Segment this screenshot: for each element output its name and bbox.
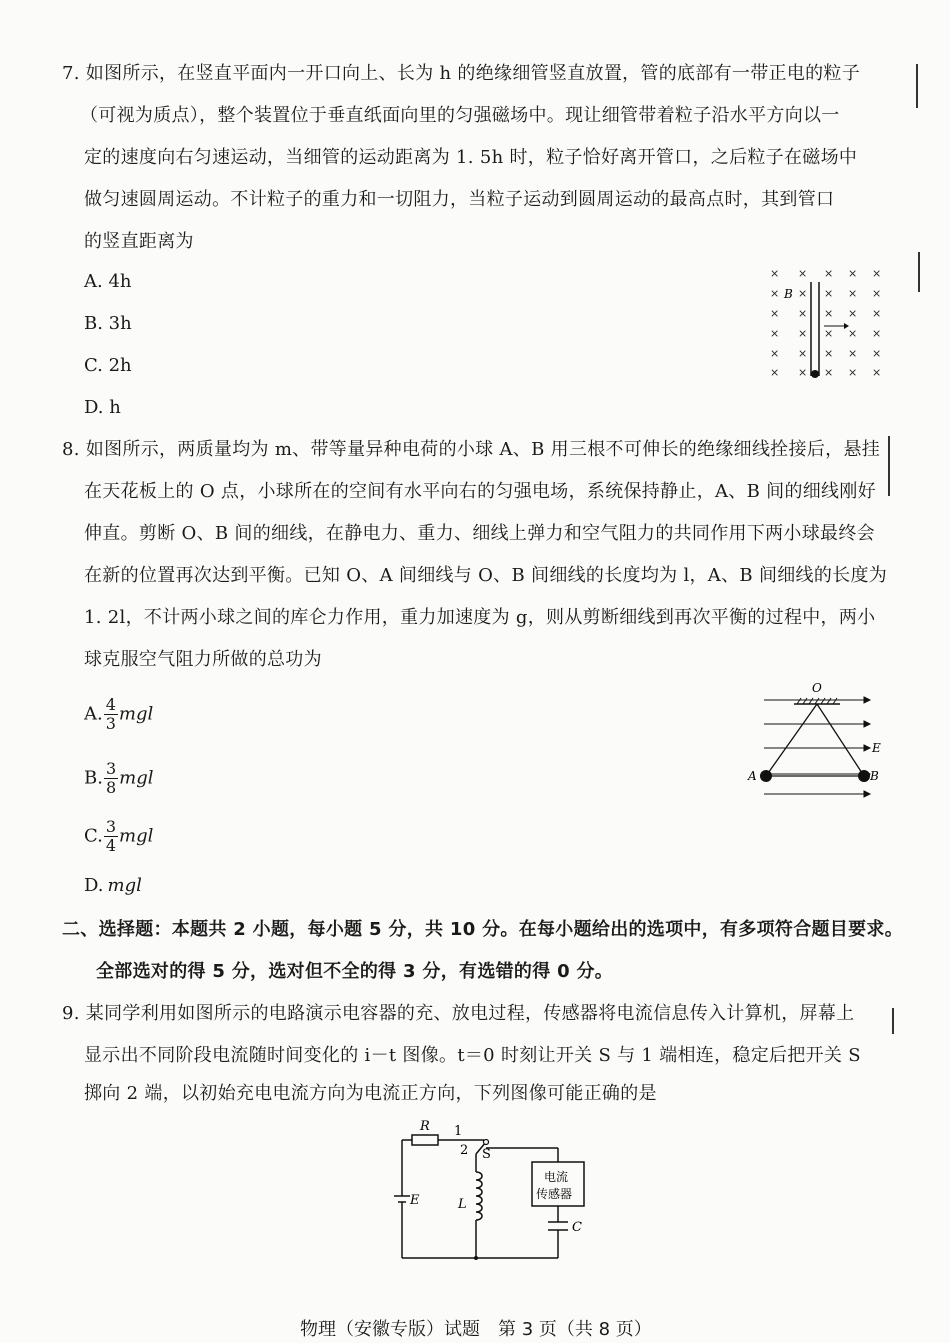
- q8-line-1: 8. 如图所示，两质量均为 m、带等量异种电荷的小球 A、B 用三根不可伸长的绝缘细线拴接后，悬挂: [62, 439, 881, 460]
- scan-edge-mark-3: [888, 436, 890, 496]
- section2-heading-line-1: 二、选择题：本题共 2 小题，每小题 5 分，共 10 分。在每小题给出的选项中，有多项符合题目要求。: [62, 919, 903, 940]
- scan-edge-mark-4: [892, 1008, 894, 1034]
- svg-text:×: ×: [798, 366, 808, 379]
- svg-text:×: ×: [770, 307, 780, 320]
- page-footer: 物理（安徽专版）试题 第 3 页（共 8 页）: [300, 1319, 652, 1340]
- svg-text:×: ×: [824, 347, 834, 360]
- q8-label-e: E: [872, 741, 881, 755]
- q8-electric-field-figure: [742, 682, 892, 802]
- svg-text:×: ×: [824, 267, 834, 280]
- q9-label-c: C: [572, 1220, 582, 1235]
- q8-option-a-den: 3: [105, 714, 116, 733]
- q8-option-d-text: mgl: [107, 875, 142, 896]
- svg-text:×: ×: [848, 366, 858, 379]
- svg-text:×: ×: [848, 267, 858, 280]
- q7-option-b: B. 3h: [84, 313, 132, 334]
- q9-label-r: R: [420, 1119, 430, 1134]
- q9-line-1: 9. 某同学利用如图所示的电路演示电容器的充、放电过程，传感器将电流信息传入计算机，屏幕上: [62, 1003, 855, 1024]
- q9-circuit-figure: [390, 1118, 600, 1264]
- svg-text:×: ×: [770, 347, 780, 360]
- field-lines: [764, 697, 870, 797]
- q7-option-c: C. 2h: [84, 355, 132, 376]
- q7-line-1: 7. 如图所示，在竖直平面内一开口向上、长为 h 的绝缘细管竖直放置，管的底部有一带正电的粒子: [62, 63, 861, 84]
- svg-text:×: ×: [798, 327, 808, 340]
- q8-option-c-tail: mgl: [119, 825, 154, 847]
- svg-text:×: ×: [824, 366, 834, 379]
- q8-option-b-den: 8: [105, 778, 117, 797]
- svg-text:×: ×: [872, 307, 882, 320]
- svg-text:×: ×: [872, 267, 882, 280]
- ball-b: [858, 770, 870, 782]
- q9-line-2: 显示出不同阶段电流随时间变化的 i－t 图像。t＝0 时刻让开关 S 与 1 端相连，稳定后把开关 S: [84, 1045, 861, 1066]
- svg-text:×: ×: [798, 287, 808, 300]
- switch-pivot: [484, 1140, 489, 1145]
- string-ob: [817, 704, 864, 776]
- q7-line-3: 定的速度向右匀速运动，当细管的运动距离为 1. 5h 时，粒子恰好离开管口，之后粒子在磁场中: [84, 147, 858, 168]
- q7-magnetic-field-figure: [760, 260, 890, 385]
- q8-label-o: O: [812, 682, 822, 695]
- scan-edge-mark-2: [918, 252, 920, 292]
- svg-text:×: ×: [798, 307, 808, 320]
- q9-line-3: 掷向 2 端，以初始充电电流方向为电流正方向，下列图像可能正确的是: [84, 1083, 657, 1104]
- q7-line-2: （可视为质点），整个装置位于垂直纸面向里的匀强磁场中。现让细管带着粒子沿水平方向以一: [80, 105, 840, 126]
- svg-text:×: ×: [848, 307, 858, 320]
- svg-text:×: ×: [770, 366, 780, 379]
- q8-label-a: A: [748, 769, 757, 783]
- q8-option-b: [84, 760, 154, 797]
- particle: [811, 370, 819, 378]
- svg-text:×: ×: [872, 287, 882, 300]
- svg-text:×: ×: [872, 366, 882, 379]
- svg-text:×: ×: [824, 287, 834, 300]
- svg-text:×: ×: [798, 347, 808, 360]
- q8-option-b-tail: mgl: [119, 767, 154, 789]
- q8-option-c: [84, 818, 153, 855]
- svg-text:×: ×: [872, 347, 882, 360]
- field-crosses: [770, 267, 881, 379]
- q8-option-c-den: 4: [105, 836, 117, 855]
- inductor-coil: [476, 1172, 482, 1220]
- ceiling-hatch: [797, 698, 837, 704]
- junction-dot: [474, 1256, 478, 1260]
- q7-line-5: 的竖直距离为: [84, 231, 194, 252]
- q8-option-c-num: 3: [105, 817, 117, 836]
- q7-line-4: 做匀速圆周运动。不计粒子的重力和一切阻力，当粒子运动到圆周运动的最高点时，其到管口: [84, 189, 835, 210]
- q8-option-b-num: 3: [105, 759, 117, 778]
- q7-label-b: B: [784, 287, 793, 301]
- q8-option-c-fraction: [104, 818, 118, 855]
- q8-option-a-fraction: [104, 696, 118, 733]
- ball-a: [760, 770, 772, 782]
- q8-line-3: 伸直。剪断 O、B 间的细线，在静电力、重力、细线上弹力和空气阻力的共同作用下两小球最终会: [84, 523, 875, 544]
- svg-text:×: ×: [824, 307, 834, 320]
- q8-option-d-label: D.: [84, 875, 104, 896]
- q8-option-b-fraction: [104, 760, 118, 797]
- sensor-label-line-1: 电流: [544, 1170, 569, 1184]
- q8-line-6: 球克服空气阻力所做的总功为: [84, 649, 322, 670]
- q9-label-e: E: [410, 1193, 420, 1208]
- svg-text:×: ×: [848, 347, 858, 360]
- q8-line-5: 1. 2l，不计两小球之间的库仑力作用，重力加速度为 g，则从剪断细线到再次平衡的过程中，两小: [84, 607, 876, 628]
- svg-text:×: ×: [770, 287, 780, 300]
- svg-text:×: ×: [770, 267, 780, 280]
- q8-label-b: B: [870, 769, 879, 783]
- q8-option-d: [84, 874, 142, 898]
- sensor-label-line-2: 传感器: [536, 1187, 573, 1201]
- svg-text:×: ×: [824, 327, 834, 340]
- string-oa: [766, 704, 817, 776]
- q8-option-a-label: A.: [84, 703, 103, 725]
- q9-label-1: 1: [454, 1124, 463, 1139]
- svg-text:×: ×: [798, 267, 808, 280]
- svg-text:×: ×: [872, 327, 882, 340]
- q9-label-s: S: [482, 1147, 491, 1162]
- svg-text:×: ×: [770, 327, 780, 340]
- svg-text:×: ×: [848, 327, 858, 340]
- resistor: [412, 1135, 438, 1145]
- q8-line-4: 在新的位置再次达到平衡。已知 O、A 间细线与 O、B 间细线的长度均为 l，A、B 间细线的长度为: [84, 565, 888, 586]
- q9-label-2: 2: [460, 1143, 469, 1158]
- q8-option-b-label: B.: [84, 767, 103, 789]
- q7-option-d: D. h: [84, 397, 121, 418]
- q8-option-c-label: C.: [84, 825, 103, 847]
- q8-option-a: [84, 696, 153, 733]
- scan-edge-mark-1: [916, 64, 918, 108]
- q8-option-a-tail: mgl: [118, 703, 154, 725]
- q9-label-l: L: [458, 1197, 467, 1212]
- section2-heading-line-2: 全部选对的得 5 分，选对但不全的得 3 分，有选错的得 0 分。: [96, 961, 614, 982]
- q7-option-a: A. 4h: [84, 271, 132, 292]
- q8-line-2: 在天花板上的 O 点，小球所在的空间有水平向右的匀强电场，系统保持静止，A、B 间的细线刚好: [84, 481, 876, 502]
- svg-text:×: ×: [848, 287, 858, 300]
- q8-option-a-num: 4: [105, 695, 116, 714]
